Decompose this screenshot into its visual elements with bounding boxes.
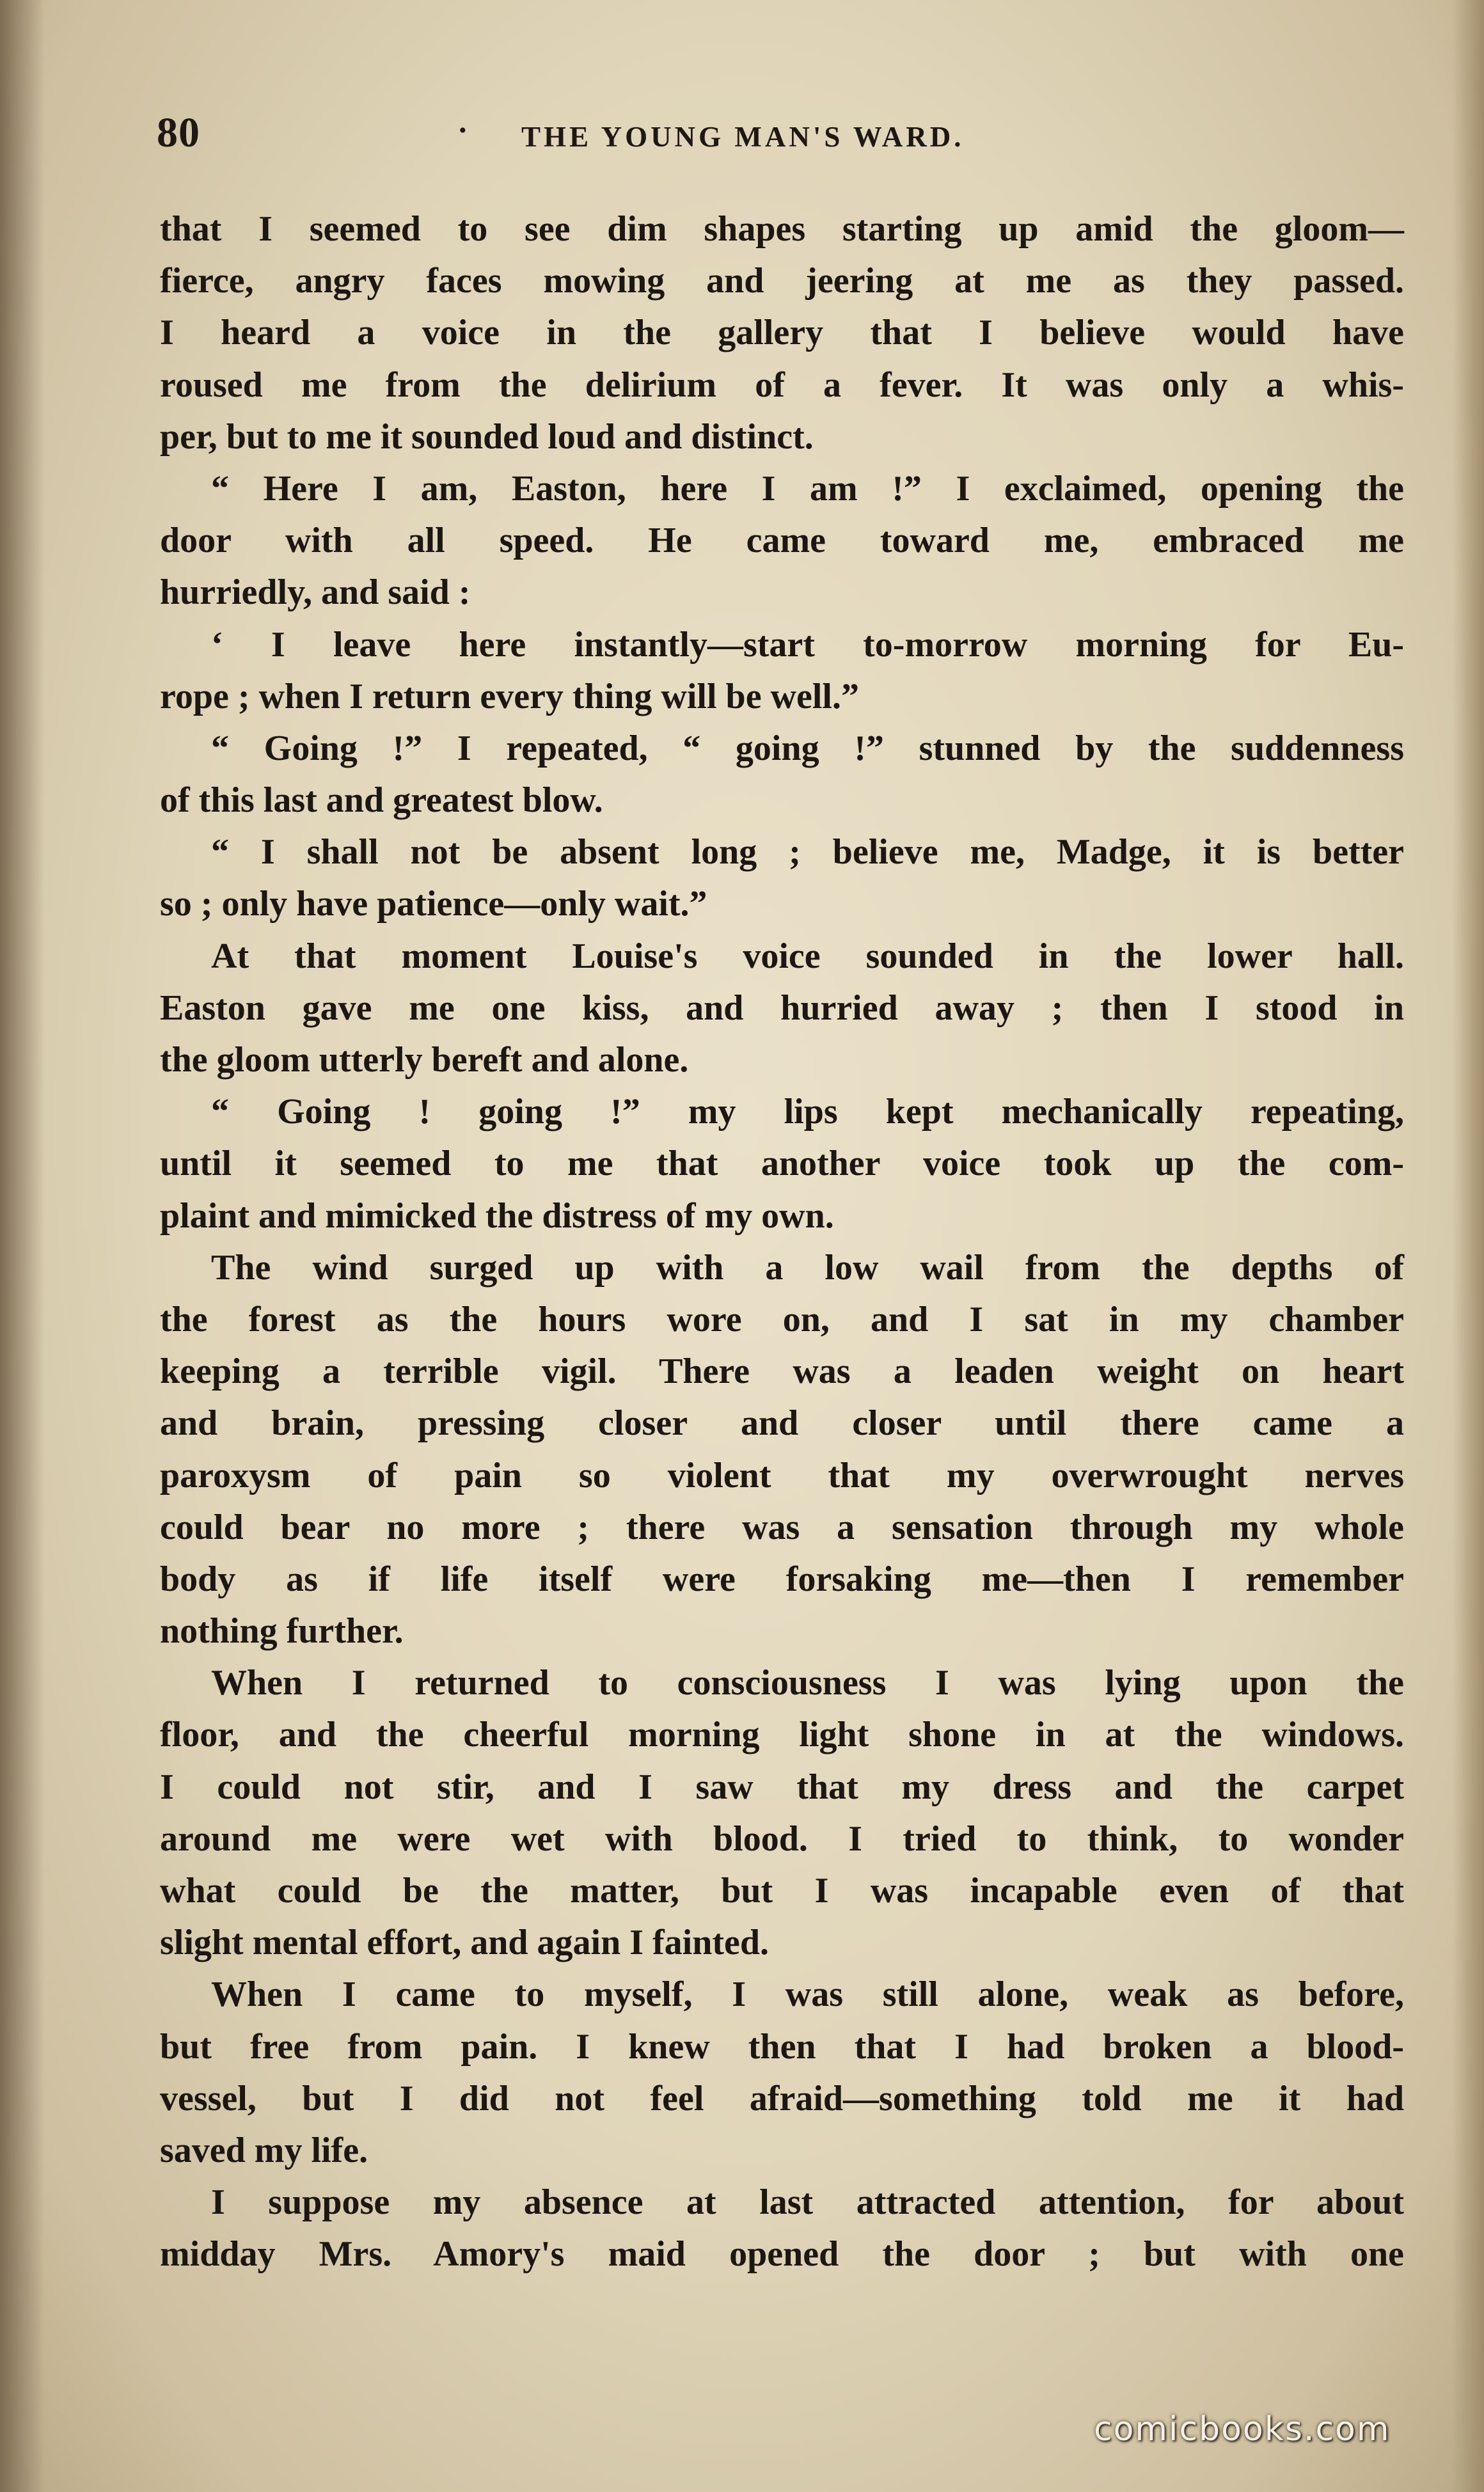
text-line: hurriedly, and said : <box>160 572 471 613</box>
text-line: per, but to me it sounded loud and distinct. <box>160 416 814 457</box>
text-line: paroxysm of pain so violent that my overwrought nerves <box>160 1455 1404 1495</box>
watermark: comicbooks.com <box>1094 2410 1391 2449</box>
text-line: nothing further. <box>160 1611 404 1652</box>
text-line: so ; only have patience—only wait.” <box>160 884 707 924</box>
text-line: midday Mrs. Amory's maid opened the door ; but with one <box>160 2234 1404 2275</box>
page-gutter-shadow <box>0 0 45 2492</box>
body-text <box>160 203 1404 2281</box>
text-line: until it seemed to me that another voice took up the com- <box>160 1144 1404 1184</box>
text-line: When I came to myself, I was still alone, weak as before, <box>211 1975 1404 2015</box>
page-number: 80 <box>157 109 200 156</box>
text-line: plaint and mimicked the distress of my own. <box>160 1195 834 1236</box>
text-line: that I seemed to see dim shapes starting up amid the gloom— <box>160 209 1404 249</box>
text-line: door with all speed. He came toward me, embraced me <box>160 521 1404 561</box>
text-line: ‘ I leave here instantly—start to-morrow morning for Eu- <box>211 624 1404 665</box>
text-line: could bear no more ; there was a sensation through my whole <box>160 1507 1404 1547</box>
text-line: I suppose my absence at last attracted attention, for about <box>211 2182 1404 2223</box>
text-line: saved my life. <box>160 2130 368 2170</box>
text-line: keeping a terrible vigil. There was a leaden weight on heart <box>160 1352 1404 1392</box>
text-line: of this last and greatest blow. <box>160 780 603 821</box>
text-line: “ I shall not be absent long ; believe me, Madge, it is better <box>211 832 1404 872</box>
text-line: At that moment Louise's voice sounded in the lower hall. <box>211 936 1404 976</box>
page-edge-shadow <box>1452 0 1484 2492</box>
page-header <box>157 109 1404 166</box>
text-line: rope ; when I return every thing will be well.” <box>160 676 859 716</box>
text-line: around me were wet with blood. I tried to think, to wonder <box>160 1818 1404 1859</box>
text-line: vessel, but I did not feel afraid—something told me it had <box>160 2078 1404 2118</box>
header-separator: · <box>457 112 468 148</box>
text-line: body as if life itself were forsaking me—then I remember <box>160 1559 1404 1599</box>
text-line: floor, and the cheerful morning light shone in at the windows. <box>160 1715 1404 1755</box>
text-line: The wind surged up with a low wail from the depths of <box>211 1247 1404 1288</box>
text-line: “ Going ! going !” my lips kept mechanically repeating, <box>211 1092 1404 1132</box>
text-line: the forest as the hours wore on, and I sat in my chamber <box>160 1299 1404 1339</box>
text-line: I could not stir, and I saw that my dress and the carpet <box>160 1767 1404 1807</box>
text-line: the gloom utterly bereft and alone. <box>160 1040 689 1080</box>
text-line: Easton gave me one kiss, and hurried away ; then I stood in <box>160 988 1404 1028</box>
running-head: THE YOUNG MAN'S WARD. <box>521 121 965 153</box>
text-line: When I returned to consciousness I was lying upon the <box>211 1663 1404 1703</box>
text-line: I heard a voice in the gallery that I believe would have <box>160 313 1404 353</box>
text-line: what could be the matter, but I was incapable even of that <box>160 1871 1404 1911</box>
text-line: “ Going !” I repeated, “ going !” stunned by the suddenness <box>211 728 1404 768</box>
text-line: slight mental effort, and again I fainted. <box>160 1923 769 1963</box>
text-line: “ Here I am, Easton, here I am !” I exclaimed, opening the <box>211 468 1404 509</box>
text-line: but free from pain. I knew then that I had broken a blood- <box>160 2026 1404 2067</box>
text-line: and brain, pressing closer and closer until there came a <box>160 1403 1404 1444</box>
text-line: roused me from the delirium of a fever. It was only a whis- <box>160 365 1404 405</box>
text-line: fierce, angry faces mowing and jeering at me as they passed. <box>160 261 1404 301</box>
